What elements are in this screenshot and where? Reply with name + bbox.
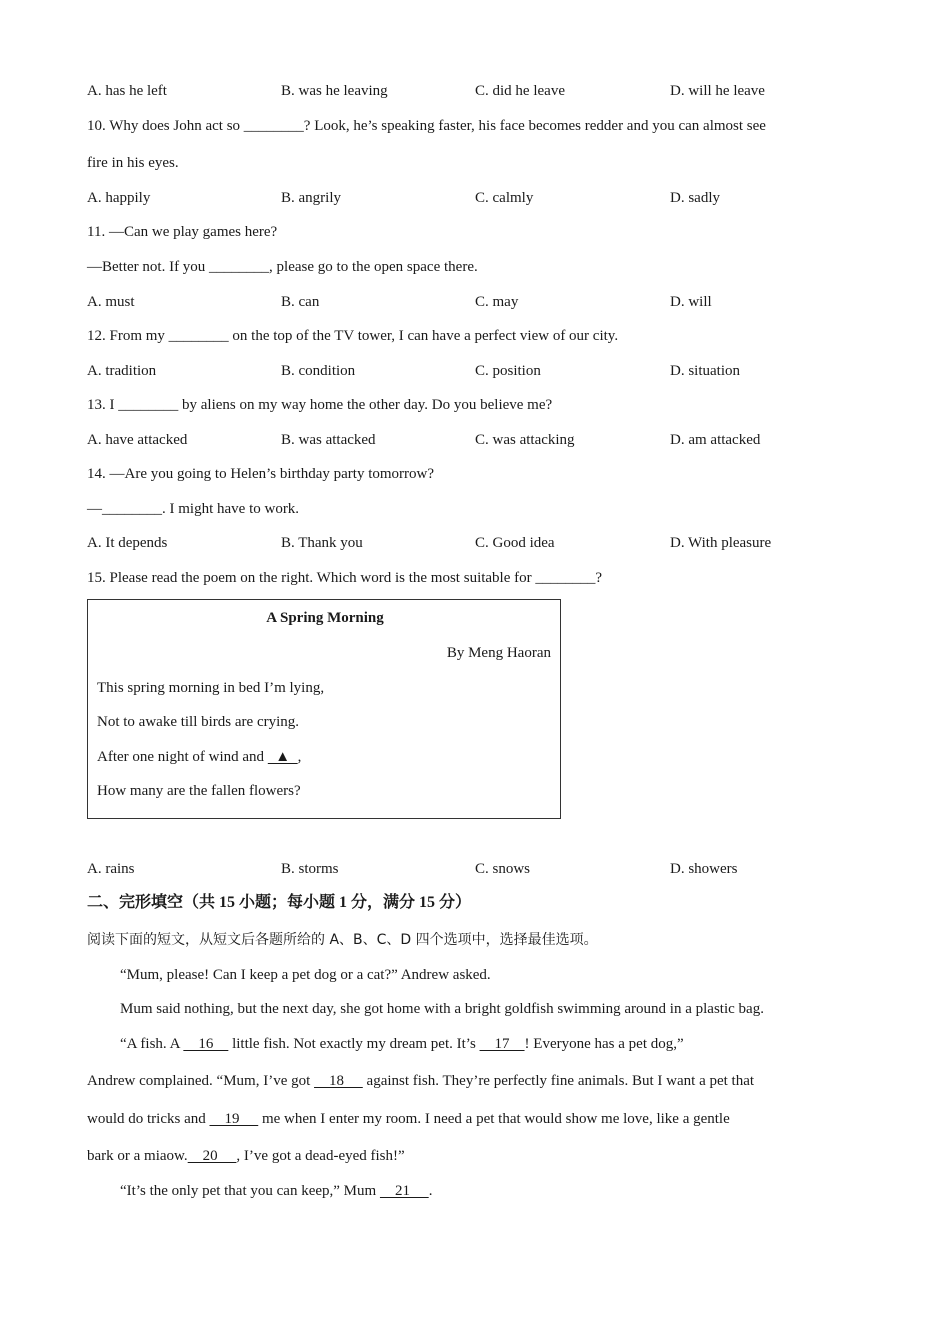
passage-text: would do tricks and [87, 1111, 210, 1127]
q11-option-b: B. can [281, 294, 320, 310]
blank-18: 18 [314, 1073, 363, 1089]
q11-stem-reply: —Better not. If you ________, please go to the open space there. [87, 259, 478, 275]
passage-line-7 [120, 1181, 432, 1201]
passage-line-3 [120, 1034, 684, 1054]
poem-line-3-text: After one night of wind and [97, 749, 268, 765]
q14-option-c: C. Good idea [475, 535, 555, 551]
blank-21: 21 [379, 1183, 429, 1199]
poem-line-2: Not to awake till birds are crying. [97, 714, 300, 730]
poem-title: A Spring Morning [266, 610, 384, 626]
q15-option-c: C. snows [475, 861, 531, 877]
passage-line-5 [87, 1109, 730, 1129]
passage-text: little fish. Not exactly my dream pet. It’s [228, 1036, 480, 1052]
q13-option-d: D. am attacked [670, 432, 761, 448]
q14-option-d: D. With pleasure [670, 535, 772, 551]
section-heading: 二、完形填空（共 15 小题；每小题 1 分，满分 15 分） [87, 894, 472, 911]
q10-option-c: C. calmly [475, 190, 534, 206]
passage-text: bark or a miaow. [87, 1148, 188, 1164]
passage-para-1: “Mum, please! Can I keep a pet dog or a cat?” Andrew asked. [120, 967, 491, 983]
q11-stem: 11. —Can we play games here? [87, 224, 278, 240]
q9-option-d: D. will he leave [670, 83, 765, 99]
poem-line-3 [97, 749, 301, 766]
passage-text: ! Everyone has a pet dog,” [524, 1036, 684, 1052]
q14-option-b: B. Thank you [281, 535, 363, 551]
passage-line-4 [87, 1071, 754, 1091]
passage-text: . [428, 1183, 433, 1199]
q10-option-a: A. happily [87, 190, 151, 206]
q15-option-d: D. showers [670, 861, 738, 877]
q12-option-c: C. position [475, 363, 541, 379]
q12-option-d: D. situation [670, 363, 740, 379]
q15-option-a: A. rains [87, 861, 135, 877]
passage-text: “A fish. A [120, 1036, 184, 1052]
q14-stem: 14. —Are you going to Helen’s birthday party tomorrow? [87, 466, 435, 482]
poem-line-3-end: , [297, 749, 302, 765]
passage-text: , I’ve got a dead-eyed fish!” [236, 1148, 405, 1164]
poem-author: By Meng Haoran [446, 645, 551, 661]
q13-option-c: C. was attacking [475, 432, 575, 448]
q10-option-d: D. sadly [670, 190, 720, 206]
q9-option-b: B. was he leaving [281, 83, 388, 99]
poem-box [87, 599, 561, 819]
q11-option-c: C. may [475, 294, 519, 310]
q11-option-d: D. will [670, 294, 712, 310]
q13-option-b: B. was attacked [281, 432, 376, 448]
poem-blank: ▲ [267, 749, 298, 765]
q14-option-a: A. It depends [87, 535, 168, 551]
q10-option-b: B. angrily [281, 190, 341, 206]
q12-option-a: A. tradition [87, 363, 157, 379]
passage-text: “It’s the only pet that you can keep,” Mum [120, 1183, 380, 1199]
q12-stem: 12. From my ________ on the top of the TV tower, I can have a perfect view of our city. [87, 328, 619, 344]
passage-text: against fish. They’re perfectly fine animals. But I want a pet that [362, 1073, 755, 1089]
passage-para-2: Mum said nothing, but the next day, she got home with a bright goldfish swimming around in a plastic bag. [120, 1001, 764, 1017]
q9-option-c: C. did he leave [475, 83, 565, 99]
q10-stem-cont: fire in his eyes. [87, 155, 179, 171]
q9-option-a: A. has he left [87, 83, 167, 99]
q15-option-b: B. storms [281, 861, 339, 877]
q14-stem-reply: —________. I might have to work. [87, 501, 300, 517]
q11-option-a: A. must [87, 294, 135, 310]
q13-stem: 13. I ________ by aliens on my way home the other day. Do you believe me? [87, 397, 553, 413]
blank-16: 16 [183, 1036, 229, 1052]
blank-19: 19 [209, 1111, 259, 1127]
q10-stem: 10. Why does John act so ________? Look, he’s speaking faster, his face becomes redder and you can almost see [87, 118, 766, 134]
passage-text: Andrew complained. “Mum, I’ve got [87, 1073, 315, 1089]
section-instruction: 阅读下面的短文，从短文后各题所给的 A、B、C、D 四个选项中，选择最佳选项。 [87, 932, 598, 948]
poem-line-4: How many are the fallen flowers? [97, 783, 301, 799]
q12-option-b: B. condition [281, 363, 356, 379]
q13-option-a: A. have attacked [87, 432, 188, 448]
passage-text: me when I enter my room. I need a pet that would show me love, like a gentle [258, 1111, 730, 1127]
blank-17: 17 [479, 1036, 525, 1052]
blank-20: 20 [187, 1148, 237, 1164]
poem-line-1: This spring morning in bed I’m lying, [97, 680, 325, 696]
q15-stem: 15. Please read the poem on the right. Which word is the most suitable for ________? [87, 570, 603, 586]
passage-line-6 [87, 1146, 405, 1166]
